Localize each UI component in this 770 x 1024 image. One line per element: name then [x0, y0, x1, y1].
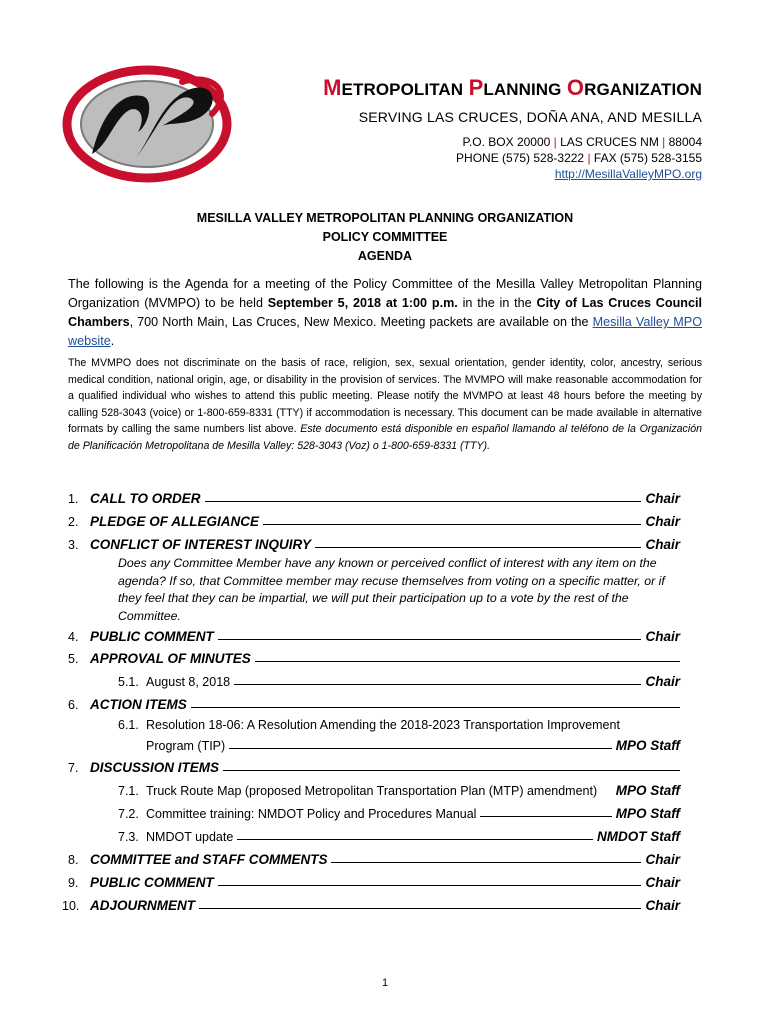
intro-paragraph: The following is the Agenda for a meeting of the Policy Committee of the Mesilla Valley Metropolitan Planning Organization (MVMPO) to be held September 5, 2018 at 1:00 p.m. in the in the City of Las Cruces Council Chambers, 700 North Main, Las Cruces, New Mexico. Meeting packets are available on the Mesilla Valley MPO website.	[68, 277, 702, 348]
contact-phone: PHONE (575) 528-3222 | FAX (575) 528-3155	[456, 151, 702, 165]
page-number: 1	[381, 977, 389, 989]
agenda-title: MESILLA VALLEY METROPOLITAN PLANNING ORGANIZATION POLICY COMMITTEE AGENDA	[196, 211, 574, 263]
agenda-item: 6. ACTION ITEMS	[68, 690, 680, 712]
website-link[interactable]: http://MesillaValleyMPO.org	[554, 167, 702, 181]
agenda-sub-item: 7.1. Truck Route Map (proposed Metropolitan Transportation Plan (MTP) amendment) MPO Staff	[118, 783, 680, 798]
agenda-item: 9. PUBLIC COMMENT Chair	[68, 875, 680, 890]
agenda-item: 7. DISCUSSION ITEMS	[68, 753, 680, 775]
agenda-item: 2. PLEDGE OF ALLEGIANCE Chair	[68, 514, 680, 529]
organization-name: METROPOLITAN PLANNING ORGANIZATION	[323, 75, 702, 100]
agenda-item: 4. PUBLIC COMMENT Chair	[68, 629, 680, 644]
organization-subtitle: SERVING LAS CRUCES, DOÑA ANA, AND MESILLA	[358, 109, 702, 125]
agenda-sub-item: 7.3. NMDOT update NMDOT Staff	[118, 829, 680, 844]
non-discrimination-notice: The MVMPO does not discriminate on the basis of race, religion, sex, sexual orientation, gender identity, color, ancestry, serious medical condition, national origin, age, or disability in the provision of services. The MVMPO will make reasonable accommodation for a qualified individual who wishes to attend this public meeting. Please notify the MVMPO at least 48 hours before the meeting by calling 528-3043 (voice) or 1-800-659-8331 (TTY) if accommodation is necessary. This document can be made available in alternative formats by calling the same numbers list above. Este documento está disponible en español llamando al teléfono de la Organización de Planificación Metropolitana de Mesilla Valley: 528-3043 (Voz) o 1-800-659-8331 (TTY).	[68, 357, 702, 452]
agenda-sub-item: 5.1. August 8, 2018 Chair	[118, 674, 680, 689]
agenda-item: 10. ADJOURNMENT Chair	[62, 898, 680, 913]
agenda-sub-item: 6.1. Resolution 18-06: A Resolution Amending the 2018-2023 Transportation Improvement	[118, 718, 620, 732]
agenda-item: 3. CONFLICT OF INTEREST INQUIRY Chair	[68, 537, 680, 552]
contact-address: P.O. BOX 20000 | LAS CRUCES NM | 88004	[462, 135, 702, 149]
letterhead	[323, 76, 702, 182]
mpo-logo-icon	[62, 62, 240, 184]
mpo-website-link[interactable]: Mesilla Valley MPO website	[68, 315, 702, 348]
agenda-item: 8. COMMITTEE and STAFF COMMENTS Chair	[68, 852, 680, 867]
conflict-description: Does any Committee Member have any known or perceived conflict of interest with any item on the agenda? If so, that Committee member may recuse themselves from voting on a specific matter, or if they feel that they can be impartial, we will put their participation up to a vote by the rest of the Committee.	[118, 556, 665, 623]
agenda-sub-item-continued: Program (TIP) MPO Staff	[146, 738, 680, 753]
agenda-sub-item: 7.2. Committee training: NMDOT Policy and Procedures Manual MPO Staff	[118, 806, 680, 821]
agenda-item: 5. APPROVAL OF MINUTES	[68, 644, 680, 666]
agenda-item: 1. CALL TO ORDER Chair	[68, 491, 680, 506]
website-link-row	[323, 166, 702, 182]
